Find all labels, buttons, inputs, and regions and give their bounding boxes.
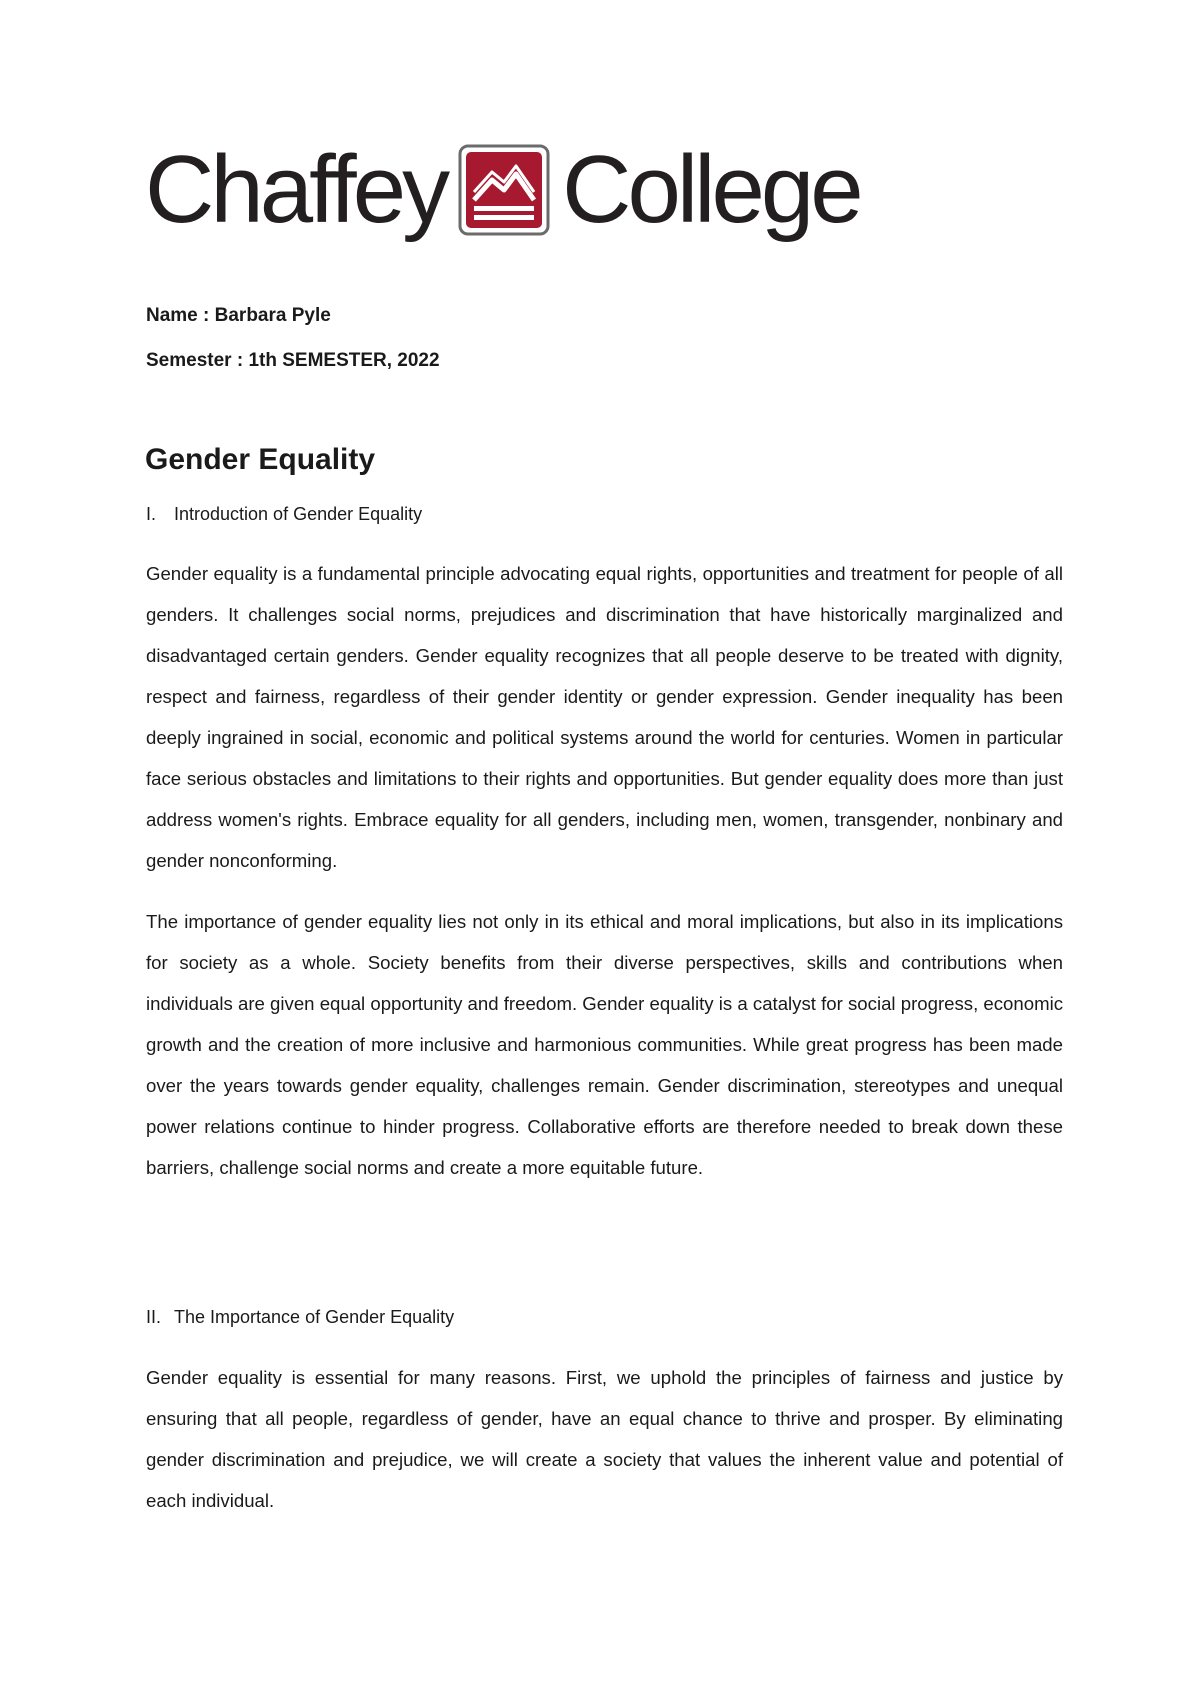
- logo-word-college: College: [562, 136, 860, 243]
- student-name: Name : Barbara Pyle: [146, 305, 331, 326]
- section-number: II.: [146, 1307, 162, 1327]
- document-title: Gender Equality: [145, 443, 376, 476]
- college-logo: [145, 136, 860, 243]
- paragraph: Gender equality is essential for many reasons. First, we uphold the principles of fairness and justice by ensuring that all people, regardless of gender, have an equal chance to thrive and prosper. By eliminating gender discrimination and prejudice, we will create a society that values the inherent value and potential of each individual.: [146, 1367, 1063, 1511]
- logo-word-chaffey: Chaffey: [145, 136, 447, 243]
- section-heading: [146, 1307, 454, 1328]
- section-number: I.: [146, 504, 157, 524]
- section-title: The Importance of Gender Equality: [174, 1307, 455, 1327]
- semester-info: Semester : 1th SEMESTER, 2022: [146, 350, 440, 371]
- mountain-emblem-icon: [458, 144, 550, 236]
- paragraph: The importance of gender equality lies not only in its ethical and moral implications, but also in its implications for society as a whole. Society benefits from their diverse perspectives, skills and contributions when individuals are given equal opportunity and freedom. Gender equality is a catalyst for social progress, economic growth and the creation of more inclusive and harmonious communities. While great progress has been made over the years towards gender equality, challenges remain. Gender discrimination, stereotypes and unequal power relations continue to hinder progress. Collaborative efforts are therefore needed to break down these barriers, challenge social norms and create a more equitable future.: [146, 911, 1063, 1178]
- paragraph: Gender equality is a fundamental principle advocating equal rights, opportunities and treatment for people of all genders. It challenges social norms, prejudices and discrimination that have historically marginalized and disadvantaged certain genders. Gender equality recognizes that all people deserve to be treated with dignity, respect and fairness, regardless of their gender identity or gender expression. Gender inequality has been deeply ingrained in social, economic and political systems around the world for centuries. Women in particular face serious obstacles and limitations to their rights and opportunities. But gender equality does more than just address women's rights. Embrace equality for all genders, including men, women, transgender, nonbinary and gender nonconforming.: [146, 563, 1063, 871]
- section-heading: [146, 504, 422, 525]
- section-title: Introduction of Gender Equality: [174, 504, 423, 524]
